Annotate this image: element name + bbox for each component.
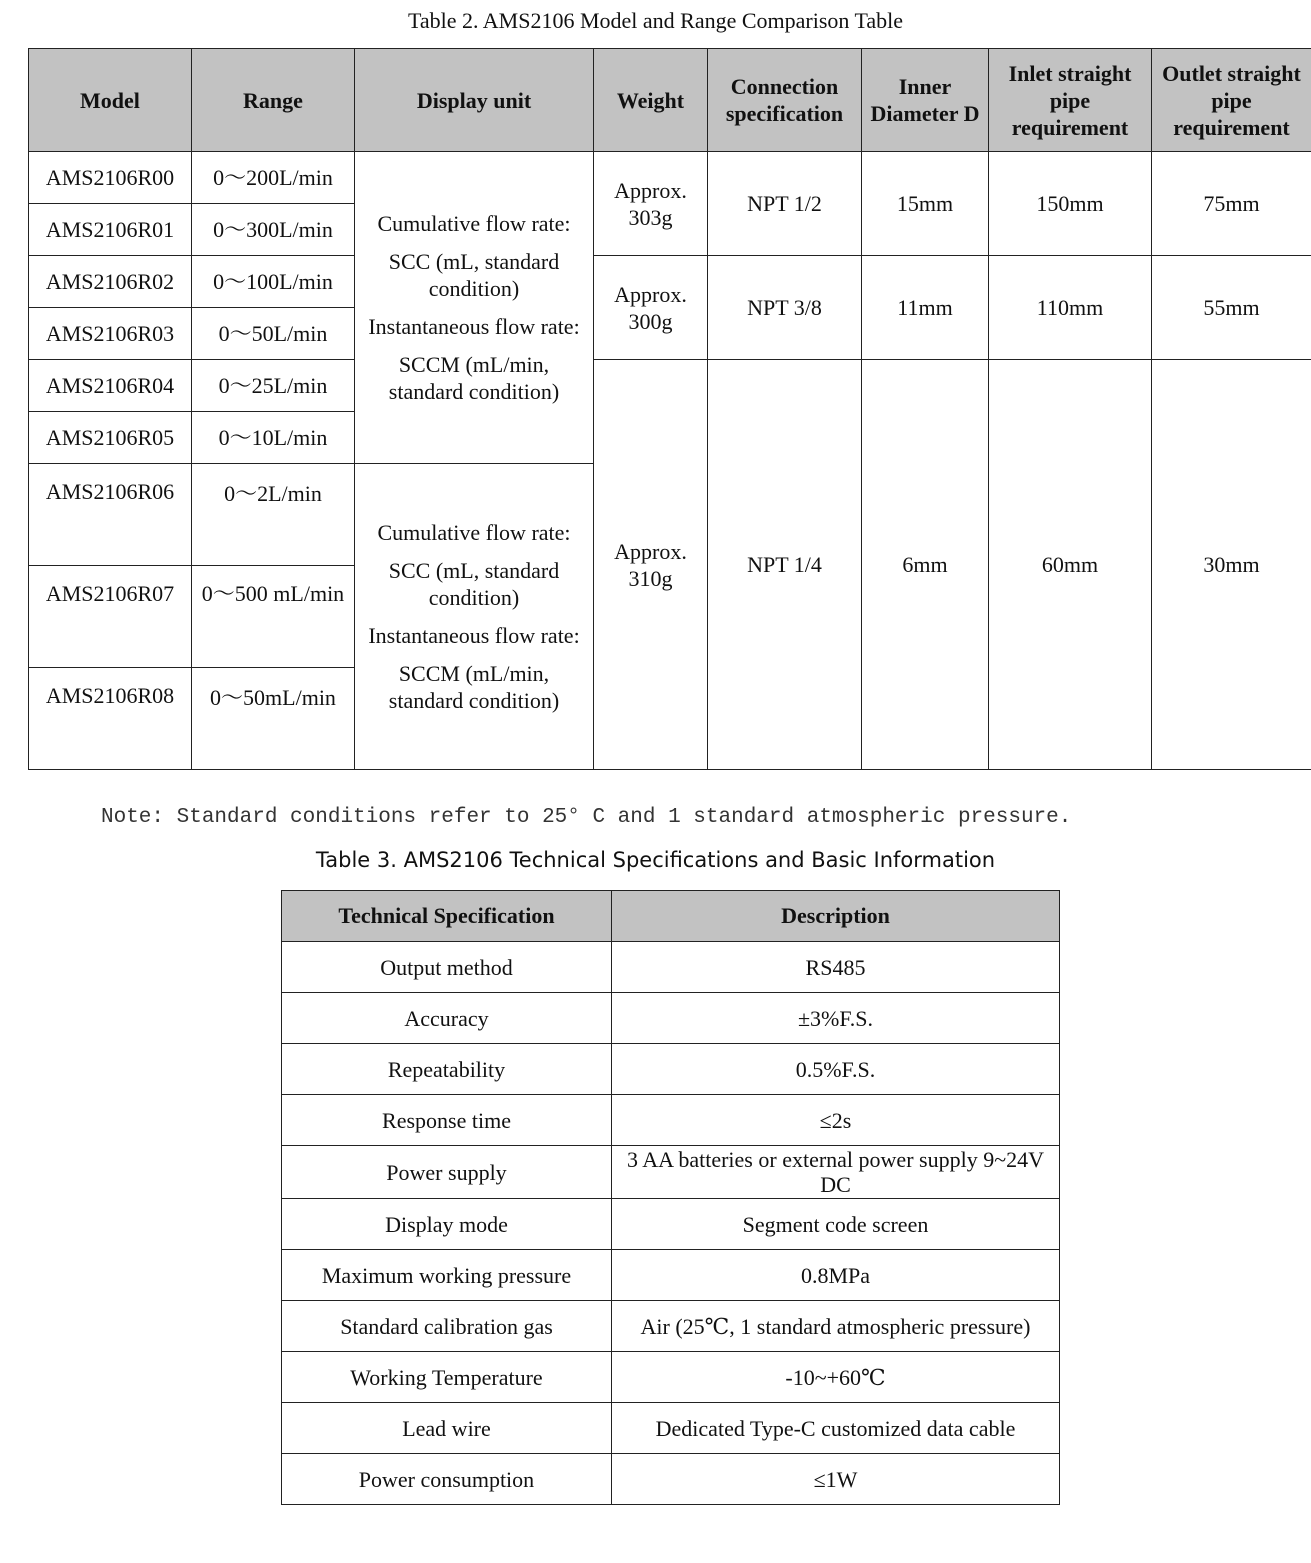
spec-cell: Maximum working pressure	[282, 1250, 612, 1301]
desc-cell: -10~+60℃	[612, 1352, 1060, 1403]
desc-cell: Air (25℃, 1 standard atmospheric pressure)	[612, 1301, 1060, 1352]
table-header-row	[29, 49, 1311, 152]
desc-cell: ≤1W	[612, 1454, 1060, 1505]
header-range: Range	[192, 49, 355, 152]
display-unit-line: Cumulative flow rate:	[377, 211, 571, 236]
inlet-cell: 150mm	[989, 152, 1152, 256]
table-row	[282, 1199, 1060, 1250]
model-cell: AMS2106R07	[29, 566, 192, 668]
spec-cell: Output method	[282, 942, 612, 993]
header-inlet-pipe: Inlet straight pipe requirement	[989, 49, 1152, 152]
model-cell: AMS2106R01	[29, 204, 192, 256]
table-row	[282, 1095, 1060, 1146]
display-unit-line: SCCM (mL/min, standard condition)	[388, 661, 560, 713]
spec-cell: Working Temperature	[282, 1352, 612, 1403]
model-cell: AMS2106R05	[29, 412, 192, 464]
table-row	[282, 1250, 1060, 1301]
diameter-cell: 11mm	[862, 256, 989, 360]
weight-cell: Approx. 303g	[594, 152, 708, 256]
range-cell: 0～500 mL/min	[192, 566, 355, 668]
display-unit-line: SCC (mL, standard condition)	[388, 249, 560, 301]
header-outlet-pipe: Outlet straight pipe requirement	[1152, 49, 1311, 152]
range-cell: 0～300L/min	[192, 204, 355, 256]
table-header-row	[282, 891, 1060, 942]
weight-cell: Approx. 300g	[594, 256, 708, 360]
range-cell: 0～50L/min	[192, 308, 355, 360]
standard-conditions-note: Note: Standard conditions refer to 25° C and 1 standard atmospheric pressure.	[101, 806, 1072, 829]
desc-cell: ≤2s	[612, 1095, 1060, 1146]
spec-cell: Lead wire	[282, 1403, 612, 1454]
display-unit-line: Instantaneous flow rate:	[368, 623, 580, 648]
desc-cell: ±3%F.S.	[612, 993, 1060, 1044]
inlet-cell: 110mm	[989, 256, 1152, 360]
outlet-cell: 55mm	[1152, 256, 1311, 360]
range-cell: 0～2L/min	[192, 464, 355, 566]
display-unit-line: SCCM (mL/min, standard condition)	[388, 352, 560, 404]
diameter-cell: 15mm	[862, 152, 989, 256]
header-connection: Connection specification	[708, 49, 862, 152]
display-unit-cell	[355, 152, 594, 464]
connection-cell: NPT 1/4	[708, 360, 862, 770]
desc-cell: RS485	[612, 942, 1060, 993]
table-row	[282, 1146, 1060, 1199]
spec-cell: Repeatability	[282, 1044, 612, 1095]
spec-cell: Power supply	[282, 1146, 612, 1199]
range-cell: 0～50mL/min	[192, 668, 355, 770]
table-row	[282, 1044, 1060, 1095]
desc-cell: 3 AA batteries or external power supply 9~24V DC	[612, 1146, 1060, 1199]
table-row	[282, 1403, 1060, 1454]
model-range-table	[28, 48, 1311, 770]
spec-cell: Standard calibration gas	[282, 1301, 612, 1352]
model-cell: AMS2106R04	[29, 360, 192, 412]
outlet-cell: 30mm	[1152, 360, 1311, 770]
table2-caption: Table 2. AMS2106 Model and Range Comparison Table	[407, 8, 904, 33]
table-row	[282, 993, 1060, 1044]
spec-cell: Power consumption	[282, 1454, 612, 1505]
table-row	[282, 942, 1060, 993]
table-row	[282, 1352, 1060, 1403]
desc-cell: Segment code screen	[612, 1199, 1060, 1250]
table-row	[29, 256, 1311, 308]
display-unit-cell	[355, 464, 594, 770]
table-row	[282, 1454, 1060, 1505]
connection-cell: NPT 1/2	[708, 152, 862, 256]
model-cell: AMS2106R03	[29, 308, 192, 360]
display-unit-line: Cumulative flow rate:	[377, 520, 571, 545]
display-unit-line: Instantaneous flow rate:	[368, 314, 580, 339]
header-description: Description	[612, 891, 1060, 942]
display-unit-line: SCC (mL, standard condition)	[388, 558, 560, 610]
technical-spec-table	[281, 890, 1060, 1505]
table-row	[29, 152, 1311, 204]
model-cell: AMS2106R08	[29, 668, 192, 770]
model-cell: AMS2106R06	[29, 464, 192, 566]
spec-cell: Accuracy	[282, 993, 612, 1044]
diameter-cell: 6mm	[862, 360, 989, 770]
inlet-cell: 60mm	[989, 360, 1152, 770]
header-technical-spec: Technical Specification	[282, 891, 612, 942]
desc-cell: Dedicated Type-C customized data cable	[612, 1403, 1060, 1454]
range-cell: 0～200L/min	[192, 152, 355, 204]
outlet-cell: 75mm	[1152, 152, 1311, 256]
header-display-unit: Display unit	[355, 49, 594, 152]
spec-cell: Display mode	[282, 1199, 612, 1250]
desc-cell: 0.8MPa	[612, 1250, 1060, 1301]
range-cell: 0～10L/min	[192, 412, 355, 464]
connection-cell: NPT 3/8	[708, 256, 862, 360]
weight-cell: Approx. 310g	[594, 360, 708, 770]
range-cell: 0～100L/min	[192, 256, 355, 308]
range-cell: 0～25L/min	[192, 360, 355, 412]
table-row	[282, 1301, 1060, 1352]
header-model: Model	[29, 49, 192, 152]
spec-cell: Response time	[282, 1095, 612, 1146]
model-cell: AMS2106R00	[29, 152, 192, 204]
header-inner-diameter: Inner Diameter D	[862, 49, 989, 152]
desc-cell: 0.5%F.S.	[612, 1044, 1060, 1095]
model-cell: AMS2106R02	[29, 256, 192, 308]
table3-caption: Table 3. AMS2106 Technical Specifications and Basic Information	[315, 848, 996, 872]
header-weight: Weight	[594, 49, 708, 152]
table-row	[29, 360, 1311, 412]
